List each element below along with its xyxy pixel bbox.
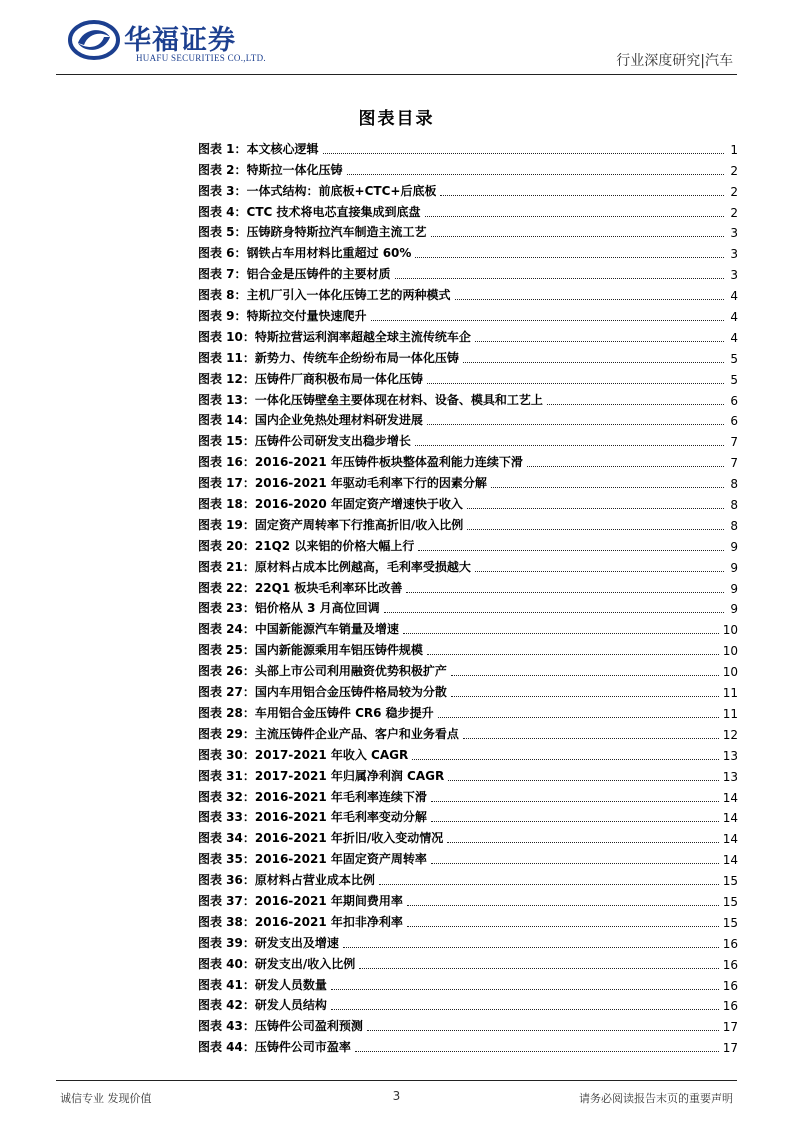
toc-entry[interactable] xyxy=(198,387,738,408)
toc-entry-label: 图表 37： xyxy=(198,893,255,908)
toc-entry-label: 图表 17： xyxy=(198,476,255,491)
toc-entry-label: 图表 8： xyxy=(198,288,247,303)
toc-entry-page: 15 xyxy=(722,915,738,930)
toc-entry-page: 7 xyxy=(730,435,738,450)
toc-entry[interactable] xyxy=(198,491,738,512)
toc-dot-leader xyxy=(343,947,719,948)
toc-entry[interactable] xyxy=(198,240,738,261)
toc-dot-leader xyxy=(431,863,719,864)
toc-entry-page: 4 xyxy=(730,330,738,345)
toc-dot-leader xyxy=(447,842,718,843)
toc-dot-leader xyxy=(431,801,719,802)
toc-entry-label: 图表 3： xyxy=(198,183,247,198)
toc-entry-page: 15 xyxy=(722,894,738,909)
toc-entry-title: 铝合金是压铸件的主要材质 xyxy=(246,267,391,282)
toc-entry-label: 图表 19： xyxy=(198,517,255,532)
toc-entry-title: 研发支出及增速 xyxy=(254,935,339,950)
toc-entry-title: 研发人员结构 xyxy=(254,998,327,1013)
toc-entry-page: 14 xyxy=(722,853,738,868)
toc-entry-title: 固定资产周转率下行推高折旧/收入比例 xyxy=(254,517,464,532)
toc-dot-leader xyxy=(448,780,719,781)
toc-entry[interactable] xyxy=(198,972,738,993)
toc-entry-page: 16 xyxy=(722,936,738,951)
toc-dot-leader xyxy=(467,508,724,509)
toc-entry-label: 图表 31： xyxy=(198,768,255,783)
toc-entry-page: 16 xyxy=(722,999,738,1014)
toc-dot-leader xyxy=(395,278,724,279)
footer-slogan: 诚信专业 发现价值 xyxy=(60,1092,152,1105)
toc-entry-title: 压铸件公司盈利预测 xyxy=(254,1019,363,1034)
toc-entry-page: 6 xyxy=(730,393,738,408)
toc-entry-label: 图表 1： xyxy=(198,141,247,156)
toc-entry-page: 5 xyxy=(730,351,738,366)
toc-entry-page: 3 xyxy=(730,268,738,283)
toc-entry-title: 国内新能源乘用车铝压铸件规模 xyxy=(254,643,423,658)
toc-entry-page: 8 xyxy=(730,518,738,533)
toc-entry[interactable] xyxy=(198,533,738,554)
toc-dot-leader xyxy=(475,571,724,572)
toc-entry-title: 新势力、传统车企纷纷布局一体化压铸 xyxy=(254,350,459,365)
toc-entry-label: 图表 13： xyxy=(198,392,255,407)
toc-dot-leader xyxy=(367,1030,719,1031)
toc-entry-page: 10 xyxy=(722,644,738,659)
toc-entry-title: 特斯拉一体化压铸 xyxy=(246,162,343,177)
toc-entry-label: 图表 29： xyxy=(198,726,255,741)
toc-entry-page: 11 xyxy=(722,686,738,701)
toc-entry[interactable] xyxy=(198,282,738,303)
toc-entry-page: 1 xyxy=(730,142,738,157)
chart-index-list xyxy=(198,136,738,1055)
toc-dot-leader xyxy=(455,299,724,300)
toc-entry-title: 2016-2021 年毛利率连续下滑 xyxy=(254,789,427,804)
toc-dot-leader xyxy=(475,341,724,342)
toc-entry-title: 22Q1 板块毛利率环比改善 xyxy=(254,580,403,595)
toc-dot-leader xyxy=(463,738,719,739)
toc-entry-label: 图表 42： xyxy=(198,998,255,1013)
toc-entry-page: 12 xyxy=(722,727,738,742)
toc-entry[interactable] xyxy=(198,784,738,805)
toc-entry[interactable] xyxy=(198,428,738,449)
toc-entry-label: 图表 44： xyxy=(198,1040,255,1055)
toc-entry[interactable] xyxy=(198,366,738,387)
toc-entry-title: 压铸件厂商积极布局一体化压铸 xyxy=(254,371,423,386)
toc-entry-title: 原材料占营业成本比例 xyxy=(254,873,375,888)
toc-entry-page: 4 xyxy=(730,310,738,325)
toc-entry[interactable] xyxy=(198,993,738,1014)
toc-entry[interactable] xyxy=(198,512,738,533)
toc-entry-page: 14 xyxy=(722,790,738,805)
toc-entry[interactable] xyxy=(198,1013,738,1034)
page-number: 3 xyxy=(392,1089,401,1103)
toc-entry[interactable] xyxy=(198,220,738,241)
toc-dot-leader xyxy=(359,968,718,969)
toc-entry-title: 2016-2021 年毛利率变动分解 xyxy=(254,810,427,825)
toc-dot-leader xyxy=(527,466,724,467)
report-category: 行业深度研究|汽车 xyxy=(616,53,733,69)
toc-entry-page: 9 xyxy=(730,560,738,575)
toc-entry-label: 图表 26： xyxy=(198,664,255,679)
toc-entry-label: 图表 18： xyxy=(198,497,255,512)
toc-entry-page: 11 xyxy=(722,706,738,721)
toc-entry-label: 图表 5： xyxy=(198,225,247,240)
toc-entry[interactable] xyxy=(198,136,738,157)
toc-dot-leader xyxy=(323,153,724,154)
toc-entry-title: 2016-2021 年固定资产周转率 xyxy=(254,852,427,867)
toc-entry-title: 2016-2021 年驱动毛利率下行的因素分解 xyxy=(254,476,487,491)
toc-entry-title: 本文核心逻辑 xyxy=(246,141,319,156)
huafu-logo-icon xyxy=(68,19,120,61)
toc-entry-label: 图表 32： xyxy=(198,789,255,804)
toc-entry-label: 图表 22： xyxy=(198,580,255,595)
toc-entry-title: 原材料占成本比例越高，毛利率受损越大 xyxy=(254,559,471,574)
toc-entry-label: 图表 38： xyxy=(198,914,255,929)
toc-entry-label: 图表 2： xyxy=(198,162,247,177)
toc-entry-title: 2016-2021 年扣非净利率 xyxy=(254,914,403,929)
toc-entry-title: 2017-2021 年归属净利润 CAGR xyxy=(254,768,445,783)
toc-entry-page: 6 xyxy=(730,414,738,429)
toc-entry[interactable] xyxy=(198,199,738,220)
toc-entry-title: 压铸跻身特斯拉汽车制造主流工艺 xyxy=(246,225,427,240)
toc-entry[interactable] xyxy=(198,888,738,909)
toc-entry[interactable] xyxy=(198,909,738,930)
toc-entry-label: 图表 11： xyxy=(198,350,255,365)
toc-entry-page: 3 xyxy=(730,226,738,241)
toc-entry-page: 13 xyxy=(722,769,738,784)
toc-dot-leader xyxy=(491,487,724,488)
toc-dot-leader xyxy=(451,675,719,676)
toc-entry[interactable] xyxy=(198,763,738,784)
toc-dot-leader xyxy=(379,884,719,885)
toc-entry-page: 14 xyxy=(722,832,738,847)
toc-entry-page: 2 xyxy=(730,184,738,199)
toc-dot-leader xyxy=(425,216,724,217)
toc-entry-title: 铝价格从 3 月高位回调 xyxy=(254,601,380,616)
toc-entry[interactable] xyxy=(198,616,738,637)
toc-entry-title: 2016-2021 年期间费用率 xyxy=(254,893,403,908)
toc-entry-page: 9 xyxy=(730,539,738,554)
toc-entry[interactable] xyxy=(198,825,738,846)
toc-entry[interactable] xyxy=(198,742,738,763)
toc-entry-label: 图表 23： xyxy=(198,601,255,616)
toc-entry-page: 16 xyxy=(722,957,738,972)
toc-entry-title: 研发支出/收入比例 xyxy=(254,956,356,971)
toc-entry-label: 图表 25： xyxy=(198,643,255,658)
toc-entry[interactable] xyxy=(198,470,738,491)
toc-dot-leader xyxy=(440,195,724,196)
toc-entry-page: 13 xyxy=(722,748,738,763)
toc-entry-title: 21Q2 以来铝的价格大幅上行 xyxy=(254,538,415,553)
toc-entry-page: 8 xyxy=(730,477,738,492)
toc-entry-title: 2016-2021 年折旧/收入变动情况 xyxy=(254,831,444,846)
toc-entry-label: 图表 41： xyxy=(198,977,255,992)
toc-entry-title: 钢铁占车用材料比重超过 60% xyxy=(246,246,412,261)
toc-dot-leader xyxy=(547,404,724,405)
toc-entry[interactable] xyxy=(198,846,738,867)
toc-entry-label: 图表 20： xyxy=(198,538,255,553)
toc-entry[interactable] xyxy=(198,637,738,658)
toc-entry-label: 图表 12： xyxy=(198,371,255,386)
toc-entry-label: 图表 7： xyxy=(198,267,247,282)
toc-entry-title: 国内车用铝合金压铸件格局较为分散 xyxy=(254,685,447,700)
toc-entry-label: 图表 28： xyxy=(198,705,255,720)
toc-entry-label: 图表 40： xyxy=(198,956,255,971)
toc-entry-label: 图表 39： xyxy=(198,935,255,950)
toc-dot-leader xyxy=(467,529,724,530)
toc-entry-page: 10 xyxy=(722,623,738,638)
toc-entry[interactable] xyxy=(198,951,738,972)
toc-entry[interactable] xyxy=(198,930,738,951)
toc-entry[interactable] xyxy=(198,157,738,178)
toc-entry-title: 头部上市公司利用融资优势积极扩产 xyxy=(254,664,447,679)
toc-dot-leader xyxy=(406,592,724,593)
page-header xyxy=(0,0,793,80)
toc-dot-leader xyxy=(407,926,719,927)
toc-entry[interactable] xyxy=(198,449,738,470)
toc-entry-label: 图表 34： xyxy=(198,831,255,846)
toc-dot-leader xyxy=(347,174,724,175)
toc-entry-label: 图表 4： xyxy=(198,204,247,219)
toc-dot-leader xyxy=(407,905,719,906)
toc-entry-label: 图表 21： xyxy=(198,559,255,574)
toc-entry[interactable] xyxy=(198,596,738,617)
header-divider xyxy=(56,74,737,75)
toc-entry-page: 2 xyxy=(730,163,738,178)
toc-entry-title: 2017-2021 年收入 CAGR xyxy=(254,747,409,762)
footer-disclaimer: 请务必阅读报告末页的重要声明 xyxy=(579,1092,733,1105)
toc-entry-label: 图表 16： xyxy=(198,455,255,470)
toc-entry-label: 图表 43： xyxy=(198,1019,255,1034)
toc-entry-page: 17 xyxy=(722,1041,738,1056)
toc-entry[interactable] xyxy=(198,1034,738,1055)
toc-dot-leader xyxy=(415,445,724,446)
toc-entry-title: 一体化压铸壁垒主要体现在材料、设备、模具和工艺上 xyxy=(254,392,543,407)
toc-dot-leader xyxy=(355,1051,719,1052)
toc-entry[interactable] xyxy=(198,679,738,700)
toc-entry[interactable] xyxy=(198,700,738,721)
toc-entry-title: 压铸件公司研发支出稳步增长 xyxy=(254,434,411,449)
toc-entry-title: 国内企业免热处理材料研发进展 xyxy=(254,413,423,428)
toc-entry-page: 15 xyxy=(722,874,738,889)
toc-entry-label: 图表 14： xyxy=(198,413,255,428)
toc-entry[interactable] xyxy=(198,408,738,429)
toc-dot-leader xyxy=(427,654,719,655)
toc-dot-leader xyxy=(463,362,724,363)
toc-dot-leader xyxy=(451,696,719,697)
toc-entry[interactable] xyxy=(198,805,738,826)
toc-dot-leader xyxy=(431,236,724,237)
footer-divider xyxy=(56,1080,737,1081)
toc-entry-title: 车用铝合金压铸件 CR6 稳步提升 xyxy=(254,705,434,720)
toc-entry-title: 特斯拉营运利润率超越全球主流传统车企 xyxy=(254,329,471,344)
toc-entry-page: 10 xyxy=(722,665,738,680)
toc-entry-page: 3 xyxy=(730,247,738,262)
toc-entry-title: 主机厂引入一体化压铸工艺的两种模式 xyxy=(246,288,451,303)
toc-dot-leader xyxy=(371,320,724,321)
toc-entry-title: 主流压铸件企业产品、客户和业务看点 xyxy=(254,726,459,741)
toc-dot-leader xyxy=(418,550,724,551)
toc-entry-page: 7 xyxy=(730,456,738,471)
toc-dot-leader xyxy=(331,989,719,990)
toc-entry-label: 图表 33： xyxy=(198,810,255,825)
toc-entry[interactable] xyxy=(198,345,738,366)
toc-entry-page: 4 xyxy=(730,289,738,304)
toc-entry-label: 图表 36： xyxy=(198,873,255,888)
toc-entry-title: 一体式结构：前底板+CTC+后底板 xyxy=(246,183,437,198)
toc-entry-page: 17 xyxy=(722,1020,738,1035)
toc-entry-label: 图表 30： xyxy=(198,747,255,762)
toc-entry[interactable] xyxy=(198,867,738,888)
toc-dot-leader xyxy=(415,257,724,258)
toc-entry-label: 图表 9： xyxy=(198,309,247,324)
toc-dot-leader xyxy=(384,612,724,613)
toc-entry-page: 9 xyxy=(730,581,738,596)
toc-entry[interactable] xyxy=(198,575,738,596)
toc-entry[interactable] xyxy=(198,721,738,742)
toc-entry-label: 图表 35： xyxy=(198,852,255,867)
toc-entry[interactable] xyxy=(198,554,738,575)
toc-dot-leader xyxy=(412,759,719,760)
toc-entry-page: 5 xyxy=(730,372,738,387)
toc-entry-page: 2 xyxy=(730,205,738,220)
toc-entry-title: 2016-2020 年固定资产增速快于收入 xyxy=(254,497,463,512)
toc-entry-title: 压铸件公司市盈率 xyxy=(254,1040,351,1055)
toc-entry-title: CTC 技术将电芯直接集成到底盘 xyxy=(246,204,421,219)
toc-entry[interactable] xyxy=(198,303,738,324)
toc-title: 图表目录 xyxy=(358,109,435,129)
toc-entry-label: 图表 15： xyxy=(198,434,255,449)
toc-entry-title: 中国新能源汽车销量及增速 xyxy=(254,622,399,637)
brand-name-en: HUAFU SECURITIES CO.,LTD. xyxy=(136,53,266,63)
toc-entry-page: 16 xyxy=(722,978,738,993)
toc-dot-leader xyxy=(403,633,719,634)
toc-entry[interactable] xyxy=(198,658,738,679)
toc-dot-leader xyxy=(331,1009,719,1010)
toc-entry-label: 图表 10： xyxy=(198,329,255,344)
toc-entry-page: 9 xyxy=(730,602,738,617)
toc-entry-page: 14 xyxy=(722,811,738,826)
toc-entry-label: 图表 24： xyxy=(198,622,255,637)
toc-entry-title: 研发人员数量 xyxy=(254,977,327,992)
toc-entry-title: 特斯拉交付量快速爬升 xyxy=(246,309,367,324)
toc-entry[interactable] xyxy=(198,178,738,199)
toc-dot-leader xyxy=(438,717,719,718)
toc-dot-leader xyxy=(427,383,724,384)
toc-entry-label: 图表 27： xyxy=(198,685,255,700)
toc-dot-leader xyxy=(431,821,719,822)
brand-name-cn: 华福证券 xyxy=(124,25,236,56)
toc-entry-label: 图表 6： xyxy=(198,246,247,261)
toc-entry-page: 8 xyxy=(730,498,738,513)
toc-entry[interactable] xyxy=(198,261,738,282)
toc-entry-title: 2016-2021 年压铸件板块整体盈利能力连续下滑 xyxy=(254,455,523,470)
toc-entry[interactable] xyxy=(198,324,738,345)
toc-dot-leader xyxy=(427,424,724,425)
